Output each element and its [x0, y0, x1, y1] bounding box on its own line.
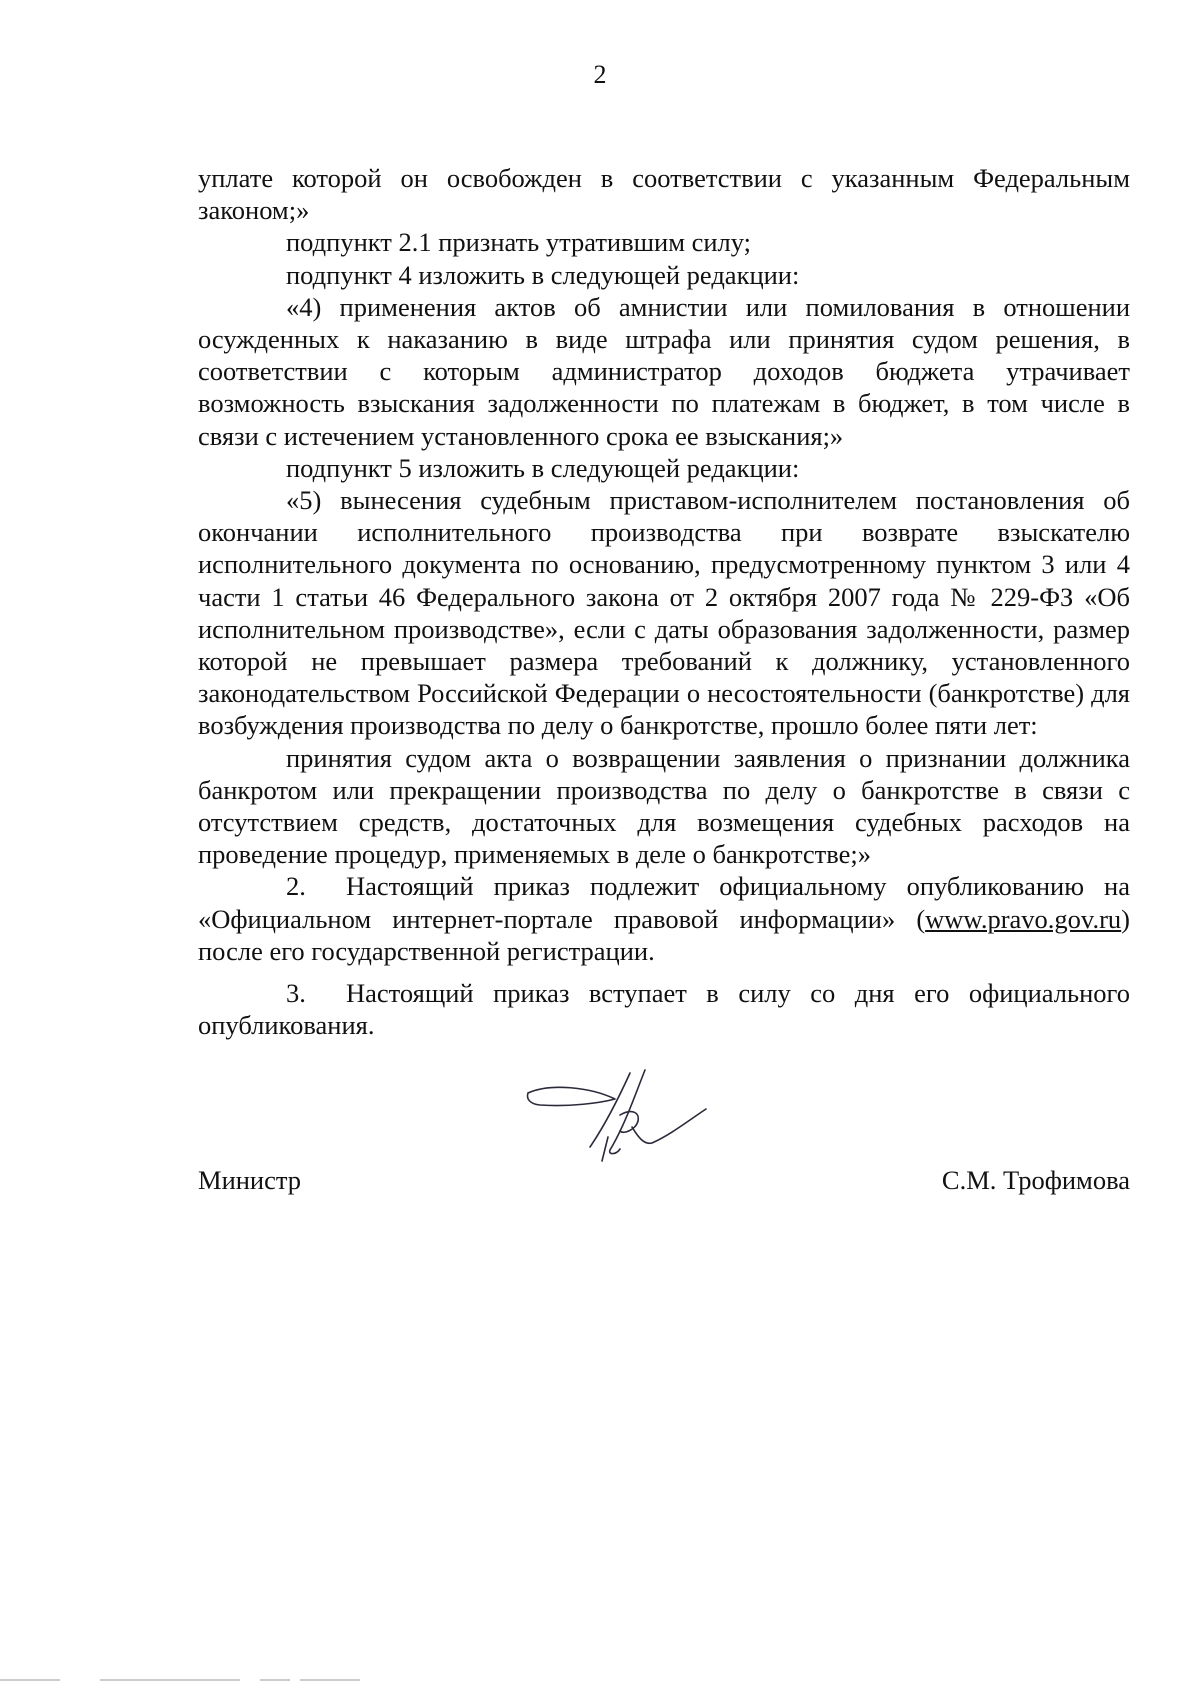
item-2 [198, 870, 1130, 967]
handwritten-signature [520, 1065, 720, 1175]
paragraph-subitem-5-intro: подпункт 5 изложить в следующей редакции: [286, 452, 800, 483]
item-2-text-after: ) после его государственной регистрации. [198, 903, 1130, 966]
page-number: 2 [593, 60, 607, 89]
paragraph-subitem-5-text: «5) вынесения судебным приставом-исполнителем постановления об окончании исполнительного производства при возврате взыскателю исполнительного документа по основанию, предусмотренному пунктом 3 или 4 части 1 статьи 46 Федерального закона от 2 октября 2007 года № 229-ФЗ «Об исполнительном производстве», если с даты образования задолженности, размер которой не превышает размера требований к должнику, установленного законодательством Российской Федерации о несостоятельности (банкротстве) для возбуждения производства по делу о банкротстве, прошло более пяти лет: [198, 485, 1130, 741]
item-2-number: 2. [286, 871, 306, 902]
paragraph-subitem-4-intro: подпункт 4 изложить в следующей редакции: [286, 259, 800, 290]
paragraph-subitem-4-text: «4) применения актов об амнистии или помилования в отношении осужденных к наказанию в виде штрафа или принятия судом решения, в соответствии с которым администратор доходов бюджета утрачивает возможность взыскания задолженности по платежам в бюджет, в том числе в связи с истечением установленного срока ее взыскания;» [198, 291, 1130, 451]
paragraph-bankruptcy: принятия судом акта о возвращении заявления о признании должника банкротом или прекращении производства по делу о банкротстве в связи с отсутствием средств, достаточных для возмещения судебных расходов на проведение процедур, применяемых в деле о банкротстве;» [198, 742, 1130, 870]
paragraph-subitem-2-1: подпункт 2.1 признать утратившим силу; [286, 227, 752, 258]
item-3-text: Настоящий приказ вступает в силу со дня его официального опубликования. [198, 978, 1130, 1041]
item-2-text-before: Настоящий приказ подлежит официальному опубликованию на «Официальном интернет-портале правовой информации» ( [198, 871, 1130, 934]
scan-artifact [0, 1676, 1200, 1684]
item-3 [198, 977, 1130, 1041]
signatory-name: С.М. Трофимова [941, 1165, 1130, 1195]
document-body [198, 162, 1130, 1041]
signatory-title: Министр [198, 1165, 302, 1195]
pravo-link[interactable]: www.pravo.gov.ru [925, 903, 1122, 934]
paragraph-continuation: уплате которой он освобожден в соответствии с указанным Федеральным законом;» [198, 163, 1130, 226]
item-3-number: 3. [286, 978, 306, 1009]
